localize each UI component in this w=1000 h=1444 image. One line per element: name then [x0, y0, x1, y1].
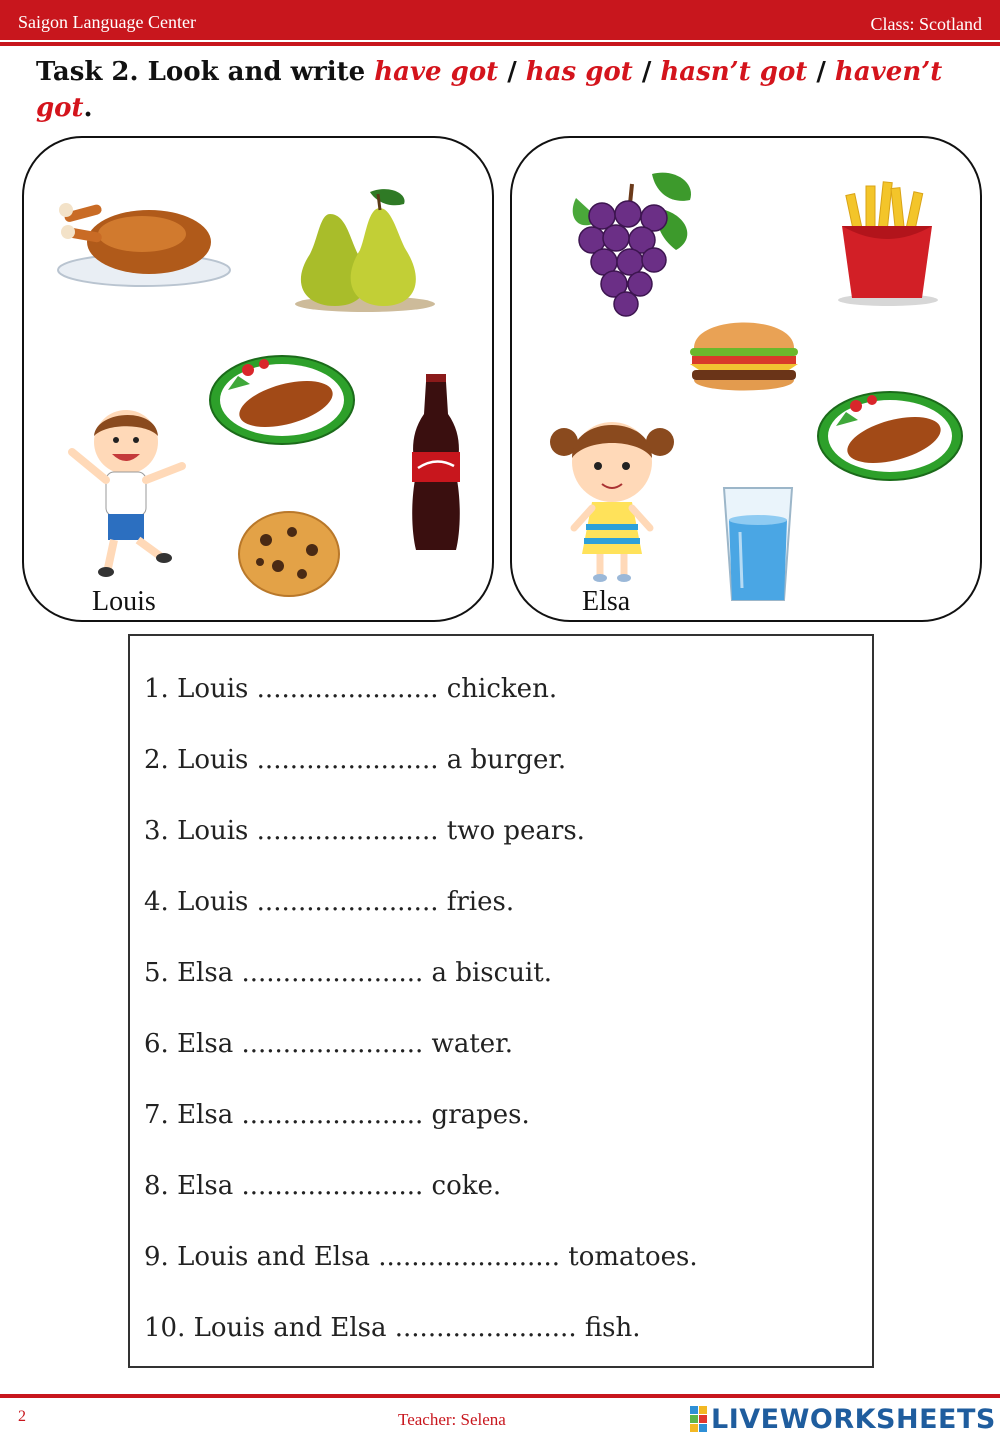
option-hasnt-got: hasn’t got	[660, 57, 808, 87]
sentence-10: 10. Louis and Elsa ...................... fish.	[144, 1313, 641, 1343]
footer-rule	[0, 1394, 1000, 1398]
sentence-8: 8. Elsa ...................... coke.	[144, 1171, 502, 1201]
option-havent-got: haven’t got	[36, 57, 943, 123]
fish-plate-image	[208, 346, 356, 450]
glass-of-water-image	[720, 484, 796, 606]
sentence-3: 3. Louis ...................... two pears.	[144, 816, 585, 846]
grapes-image	[556, 168, 702, 318]
burger-image	[686, 308, 802, 396]
fish-plate-image	[816, 382, 964, 486]
fries-image	[832, 180, 942, 308]
liveworksheets-logo[interactable]	[690, 1404, 996, 1434]
liveworksheets-wordmark: LIVEWORKSHEETS	[711, 1403, 996, 1435]
sentence-1: 1. Louis ...................... chicken.	[144, 674, 558, 704]
elsa-panel	[510, 136, 982, 622]
louis-name: Louis	[92, 586, 156, 617]
elsa-name: Elsa	[582, 586, 631, 617]
louis-panel	[22, 136, 494, 622]
roast-chicken-image	[54, 190, 234, 290]
girl-elsa-image	[542, 408, 682, 584]
task-prefix: Task 2. Look and write	[36, 57, 375, 87]
school-name: Saigon Language Center	[18, 12, 196, 32]
option-separator: /	[498, 57, 526, 87]
sentence-5: 5. Elsa ...................... a biscuit.	[144, 958, 552, 988]
option-separator: /	[807, 57, 835, 87]
option-have-got: have got	[374, 57, 499, 87]
answer-box	[128, 634, 874, 1368]
liveworksheets-logo-icon	[690, 1406, 707, 1432]
pears-image	[280, 184, 440, 314]
sentence-2: 2. Louis ...................... a burger.	[144, 745, 567, 775]
cookie-image	[236, 510, 342, 598]
task-title	[36, 54, 966, 126]
sentence-7: 7. Elsa ...................... grapes.	[144, 1100, 530, 1130]
coke-bottle-image	[408, 374, 464, 552]
header-rule	[0, 42, 1000, 46]
sentence-4: 4. Louis ...................... fries.	[144, 887, 515, 917]
option-has-got: has got	[525, 57, 633, 87]
class-name: Class: Scotland	[870, 14, 982, 34]
task-end: .	[83, 93, 93, 123]
sentence-9: 9. Louis and Elsa ...................... tomatoes.	[144, 1242, 698, 1272]
sentence-6: 6. Elsa ...................... water.	[144, 1029, 513, 1059]
option-separator: /	[632, 57, 661, 87]
page-number: 2	[18, 1408, 26, 1425]
teacher-name: Teacher: Selena	[398, 1410, 506, 1429]
boy-louis-image	[64, 406, 194, 582]
